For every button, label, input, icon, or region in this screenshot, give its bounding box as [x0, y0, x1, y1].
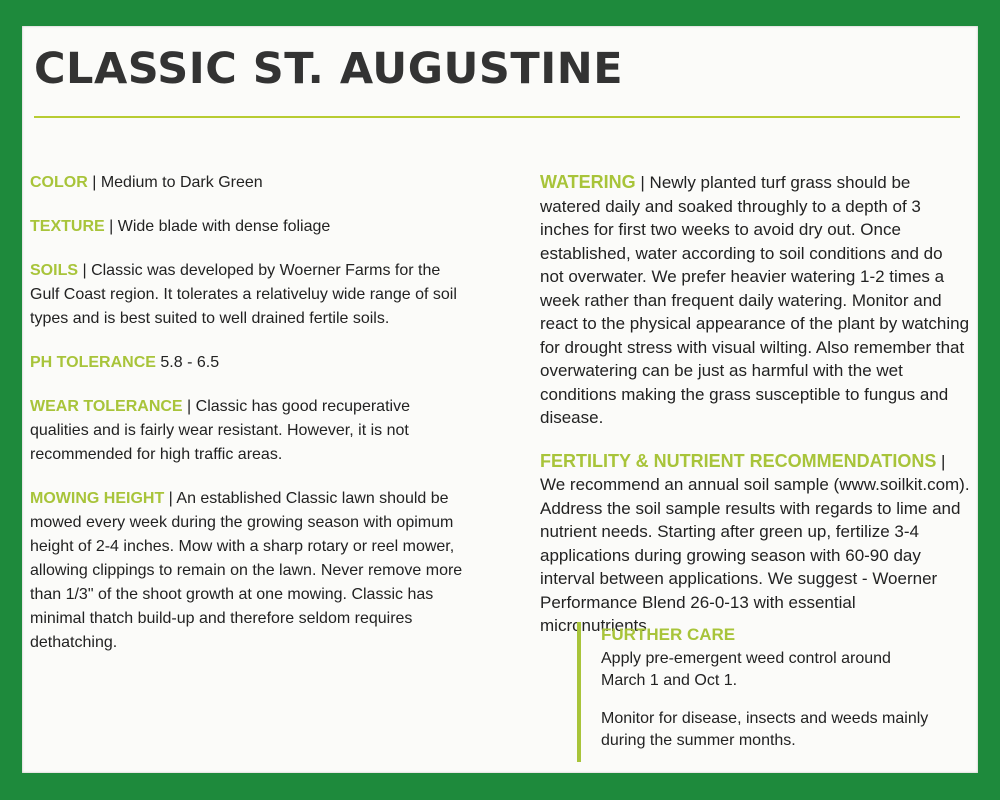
- color-section: [30, 171, 470, 195]
- title-divider: [34, 116, 960, 118]
- wear-section: [30, 395, 470, 467]
- further-care-label: FURTHER CARE: [601, 625, 736, 644]
- wear-text: Classic has good recuperative qualities and is fairly wear resistant. However, it is not recommended for high traffic areas.: [30, 398, 410, 463]
- texture-section: [30, 215, 470, 239]
- left-column: [30, 171, 470, 675]
- mowing-text: An established Classic lawn should be mowed every week during the growing season with opimum height of 2-4 inches. Mow with a sharp rotary or reel mower, allowing clippings to remain on the lawn. Never remove more than 1/3" of the shoot growth at one mowing. Classic has minimal thatch build-up and therefore seldom requires dethatching.: [30, 490, 463, 651]
- texture-text: Wide blade with dense foliage: [117, 218, 331, 235]
- watering-section: [540, 171, 970, 430]
- ph-label: PH TOLERANCE: [30, 354, 156, 371]
- further-care-callout: [577, 622, 931, 762]
- wear-label: WEAR TOLERANCE: [30, 398, 183, 415]
- soils-label: SOILS: [30, 262, 79, 279]
- spec-sheet: [22, 26, 978, 773]
- fertility-label: FERTILITY & NUTRIENT RECOMMENDATIONS: [540, 450, 937, 471]
- watering-separator: |: [635, 173, 650, 192]
- texture-label: TEXTURE: [30, 218, 105, 235]
- soils-separator: |: [78, 262, 92, 279]
- mowing-label: MOWING HEIGHT: [30, 490, 165, 507]
- further-care-weed-control: Apply pre-emergent weed control around March 1 and Oct 1.: [601, 650, 891, 689]
- color-separator: |: [87, 174, 101, 191]
- texture-separator: |: [104, 218, 118, 235]
- fertility-text: We recommend an annual soil sample (www.soilkit.com). Address the soil sample results with regards to lime and nutrient needs. Starting after green up, fertilize 3-4 applications during growing season with 60-90 day interval between applications. We suggest - Woerner Performance Blend 26-0-13 with essential micronutrients.: [540, 475, 970, 635]
- ph-section: [30, 351, 470, 375]
- color-text: Medium to Dark Green: [100, 174, 263, 191]
- soils-text: Classic was developed by Woerner Farms for the Gulf Coast region. It tolerates a relativeluy wide range of soil types and is best suited to well drained fertile soils.: [30, 262, 457, 327]
- fertility-separator: |: [936, 451, 946, 471]
- mowing-section: [30, 487, 470, 655]
- soils-section: [30, 259, 470, 331]
- wear-separator: |: [182, 398, 196, 415]
- page-title: CLASSIC ST. AUGUSTINE: [34, 44, 624, 94]
- watering-label: WATERING: [540, 172, 636, 192]
- right-column: [540, 171, 970, 658]
- watering-text: Newly planted turf grass should be watered daily and soaked throughly to a depth of 3 inches for first two weeks to avoid dry out. Once established, water according to soil conditions and do not overwater. We prefer heavier watering 1-2 times a week rather than frequent daily watering. Monitor and react to the physical appearance of the plant by watching for drought stress with visual wilting. Also remember that overwatering can be just as harmful with the wet conditions making the grass susceptible to fungus and disease.: [540, 173, 970, 427]
- fertility-section: [540, 450, 970, 638]
- ph-text: 5.8 - 6.5: [160, 354, 220, 371]
- color-label: COLOR: [30, 174, 88, 191]
- further-care-monitoring: Monitor for disease, insects and weeds mainly during the summer months.: [601, 710, 929, 749]
- mowing-separator: |: [164, 490, 177, 507]
